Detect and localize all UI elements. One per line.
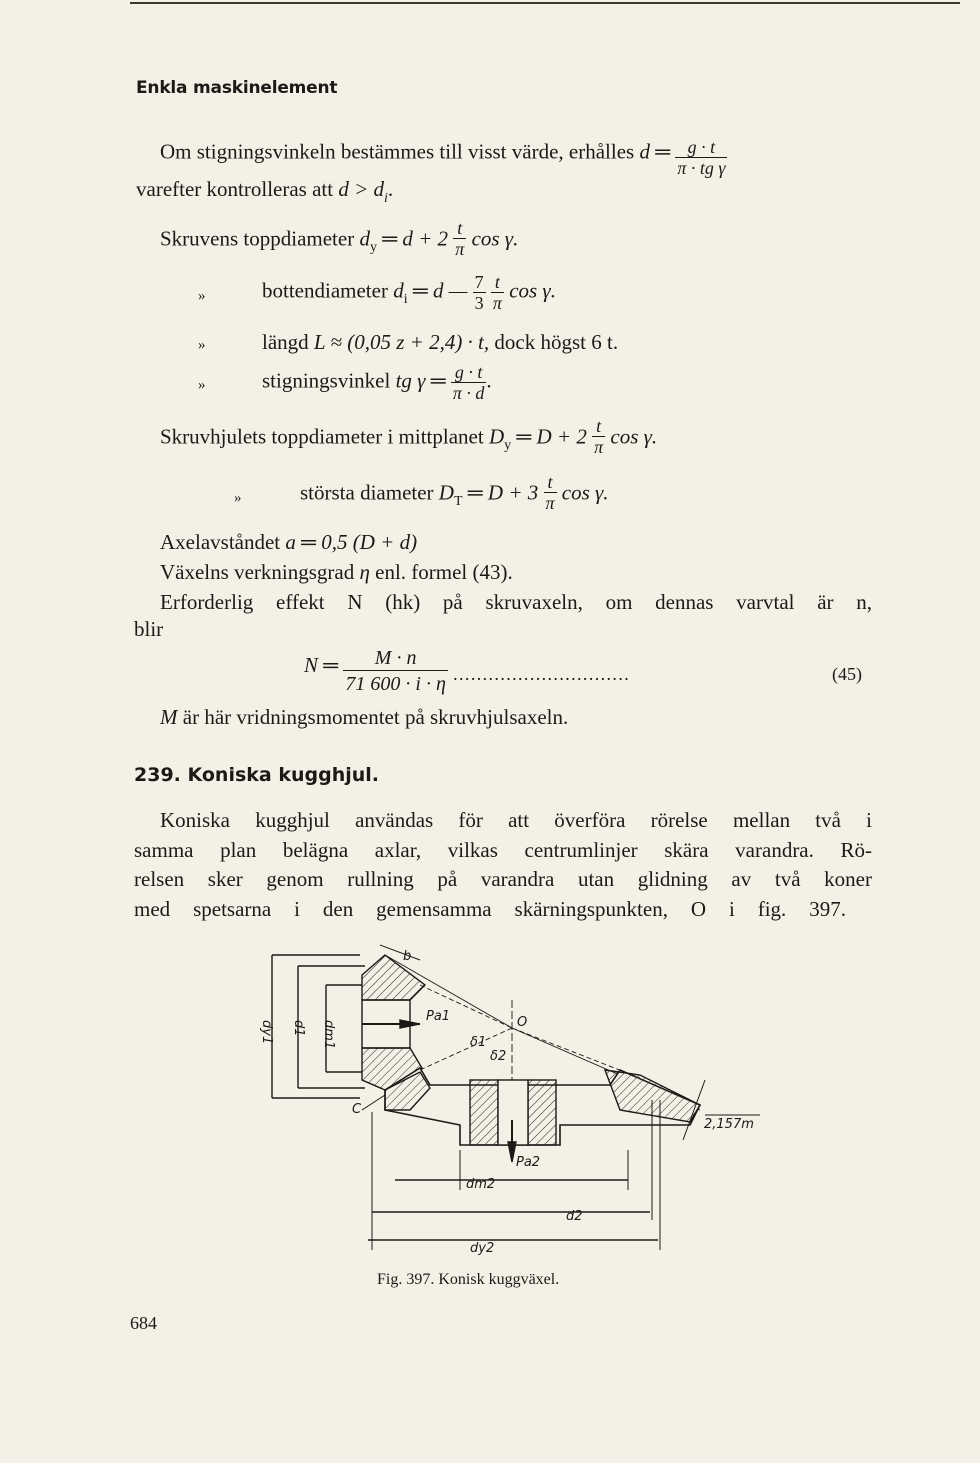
label-b: b	[403, 949, 412, 964]
label-pa1: Pa1	[426, 1009, 451, 1024]
leader-c	[362, 1095, 385, 1110]
eq1-den: π · tg γ	[677, 158, 726, 178]
skruvhjul-var: D	[488, 424, 505, 449]
bottendiam-num2: t	[494, 272, 500, 292]
storsta-line	[300, 474, 609, 515]
pinion-tooth-top	[362, 955, 425, 1000]
skruvhjul-expr: ═ D + 2	[516, 424, 587, 449]
bevel-gear-figure	[250, 935, 770, 1265]
label-d1: d1	[291, 1020, 306, 1037]
m-var: M	[160, 705, 178, 729]
skruvhjul-num: t	[596, 416, 602, 436]
vaxel-sym: η	[359, 560, 370, 584]
bottendiam-den2: π	[492, 293, 502, 313]
paragraph-line-3: relsen sker genom rullning på varandra utan glidning av två koner	[134, 867, 872, 891]
line2-expr: d > d	[338, 177, 384, 201]
paragraph-line-4: med spetsarna i den gemensamma skärningspunkten, O i fig. 397.	[134, 896, 846, 921]
formula45-number: (45)	[832, 664, 862, 684]
effekt-line2: blir	[134, 617, 164, 641]
storsta-label: största diameter	[300, 480, 434, 505]
storsta-end: cos γ.	[561, 480, 609, 505]
vaxel-line	[160, 560, 513, 585]
storsta-expr: ═ D + 3	[467, 480, 539, 505]
eq1-fraction	[675, 137, 727, 178]
line2-text: varefter kontrolleras att	[136, 177, 334, 201]
ditto-mark-3: »	[198, 377, 206, 393]
toppdiam-line	[160, 220, 518, 261]
toppdiam-end: cos γ.	[471, 226, 519, 251]
page-number: 684	[130, 1313, 157, 1333]
m-text: är här vridningsmomentet på skruvhjulsaxeln.	[182, 705, 569, 729]
vaxel-rest: enl. formel (43).	[375, 560, 513, 584]
eq1-line	[160, 133, 727, 178]
langd-rest: dock högst 6 t.	[494, 330, 619, 354]
figure-caption: Fig. 397. Konisk kuggväxel.	[377, 1271, 560, 1288]
toppdiam-den: π	[455, 239, 465, 259]
label-dm2: dm2	[466, 1177, 496, 1192]
formula45-dots: ..............................	[453, 664, 631, 685]
label-dy2: dy2	[470, 1241, 495, 1256]
force-arrow-pa2	[508, 1142, 516, 1162]
stigning-label: stigningsvinkel	[262, 368, 391, 393]
formula45	[304, 646, 630, 697]
eq1-lhs: d ═	[639, 139, 671, 164]
skruvhjul-den: π	[594, 437, 604, 457]
langd-expr: L ≈ (0,05 z + 2,4) · t,	[313, 330, 490, 354]
intro-paragraph	[134, 806, 872, 924]
storsta-sub: T	[453, 494, 463, 510]
skruvhjul-label: Skruvhjulets toppdiameter i mittplanet	[160, 424, 484, 449]
storsta-num: t	[547, 472, 553, 492]
gear-hub-right	[528, 1080, 556, 1145]
bottendiam-den1: 3	[474, 293, 484, 313]
effekt-line1: Erforderlig effekt N (hk) på skruvaxeln, om dennas varvtal är n,	[160, 590, 872, 614]
stigning-num: g · t	[454, 362, 483, 382]
stigning-end: .	[486, 368, 492, 393]
toppdiam-num: t	[457, 218, 463, 238]
bottendiam-frac1	[473, 272, 486, 313]
formula45-lhs: N ═	[304, 653, 339, 678]
paragraph-line-2: samma plan belägna axlar, vilkas centrumlinjer skära varandra. Rö-	[134, 837, 872, 862]
formula45-den: 71 600 · i · η	[343, 670, 447, 697]
bottendiam-var: d	[393, 278, 404, 303]
top-rule	[130, 2, 960, 4]
storsta-var: D	[438, 480, 454, 505]
ditto-mark-2: »	[198, 337, 206, 353]
toppdiam-frac	[453, 218, 466, 259]
axel-text: Axelavståndet	[160, 530, 281, 554]
gear-hub-left	[470, 1080, 498, 1145]
stigning-den: π · d	[452, 383, 485, 403]
toppdiam-var: d	[359, 226, 370, 251]
line2	[136, 177, 394, 206]
ditto-mark-4: »	[234, 490, 242, 506]
formula45-frac	[343, 646, 447, 697]
line2-end: .	[387, 177, 394, 201]
vaxel-text: Växelns verkningsgrad	[160, 560, 355, 584]
langd-label: längd	[262, 330, 309, 354]
bottendiam-line	[262, 272, 556, 313]
formula45-num: M · n	[374, 647, 417, 669]
label-pa2: Pa2	[516, 1155, 541, 1170]
label-o: O	[517, 1015, 528, 1030]
m-line	[160, 705, 568, 730]
stigning-line	[262, 362, 492, 403]
label-dm1: dm1	[321, 1020, 336, 1050]
bottendiam-sub: i	[403, 292, 408, 308]
skruvhjul-sub: y	[504, 438, 512, 454]
toppdiam-label: Skruvens toppdiameter	[160, 226, 355, 251]
label-ratio: 2,157m	[704, 1117, 754, 1132]
paragraph-line-1: Koniska kugghjul användas för att överföra rörelse mellan två i	[160, 808, 872, 832]
stigning-expr: tg γ ═	[395, 368, 446, 393]
running-header: Enkla maskinelement	[136, 78, 338, 98]
langd-line	[262, 330, 618, 355]
label-delta1: δ1	[470, 1035, 487, 1050]
ditto-mark-1: »	[198, 288, 206, 304]
eq1-prefix: Om stigningsvinkeln bestämmes till visst värde, erhålles	[160, 139, 635, 164]
bottendiam-num1: 7	[474, 272, 484, 292]
toppdiam-expr: ═ d + 2	[382, 226, 449, 251]
section-title: 239. Koniska kugghjul.	[134, 764, 380, 786]
bottendiam-expr: ═ d —	[412, 278, 468, 303]
storsta-den: π	[545, 493, 555, 513]
bottendiam-end: cos γ.	[509, 278, 556, 303]
line2-sub: i	[384, 191, 388, 206]
stigning-frac	[451, 362, 487, 403]
label-c: C	[352, 1102, 362, 1117]
bottendiam-frac2	[491, 272, 504, 313]
storsta-frac	[544, 472, 557, 513]
skruvhjul-line	[160, 418, 657, 459]
bottendiam-label: bottendiameter	[262, 278, 388, 303]
axel-line	[160, 530, 417, 555]
label-delta2: δ2	[490, 1049, 507, 1064]
skruvhjul-end: cos γ.	[610, 424, 658, 449]
toppdiam-sub: y	[369, 240, 377, 256]
axel-expr: a ═ 0,5 (D + d)	[285, 530, 418, 554]
eq1-num: g · t	[687, 137, 716, 157]
label-d2: d2	[566, 1209, 583, 1224]
label-dy1: dy1	[259, 1020, 274, 1045]
skruvhjul-frac	[592, 416, 605, 457]
